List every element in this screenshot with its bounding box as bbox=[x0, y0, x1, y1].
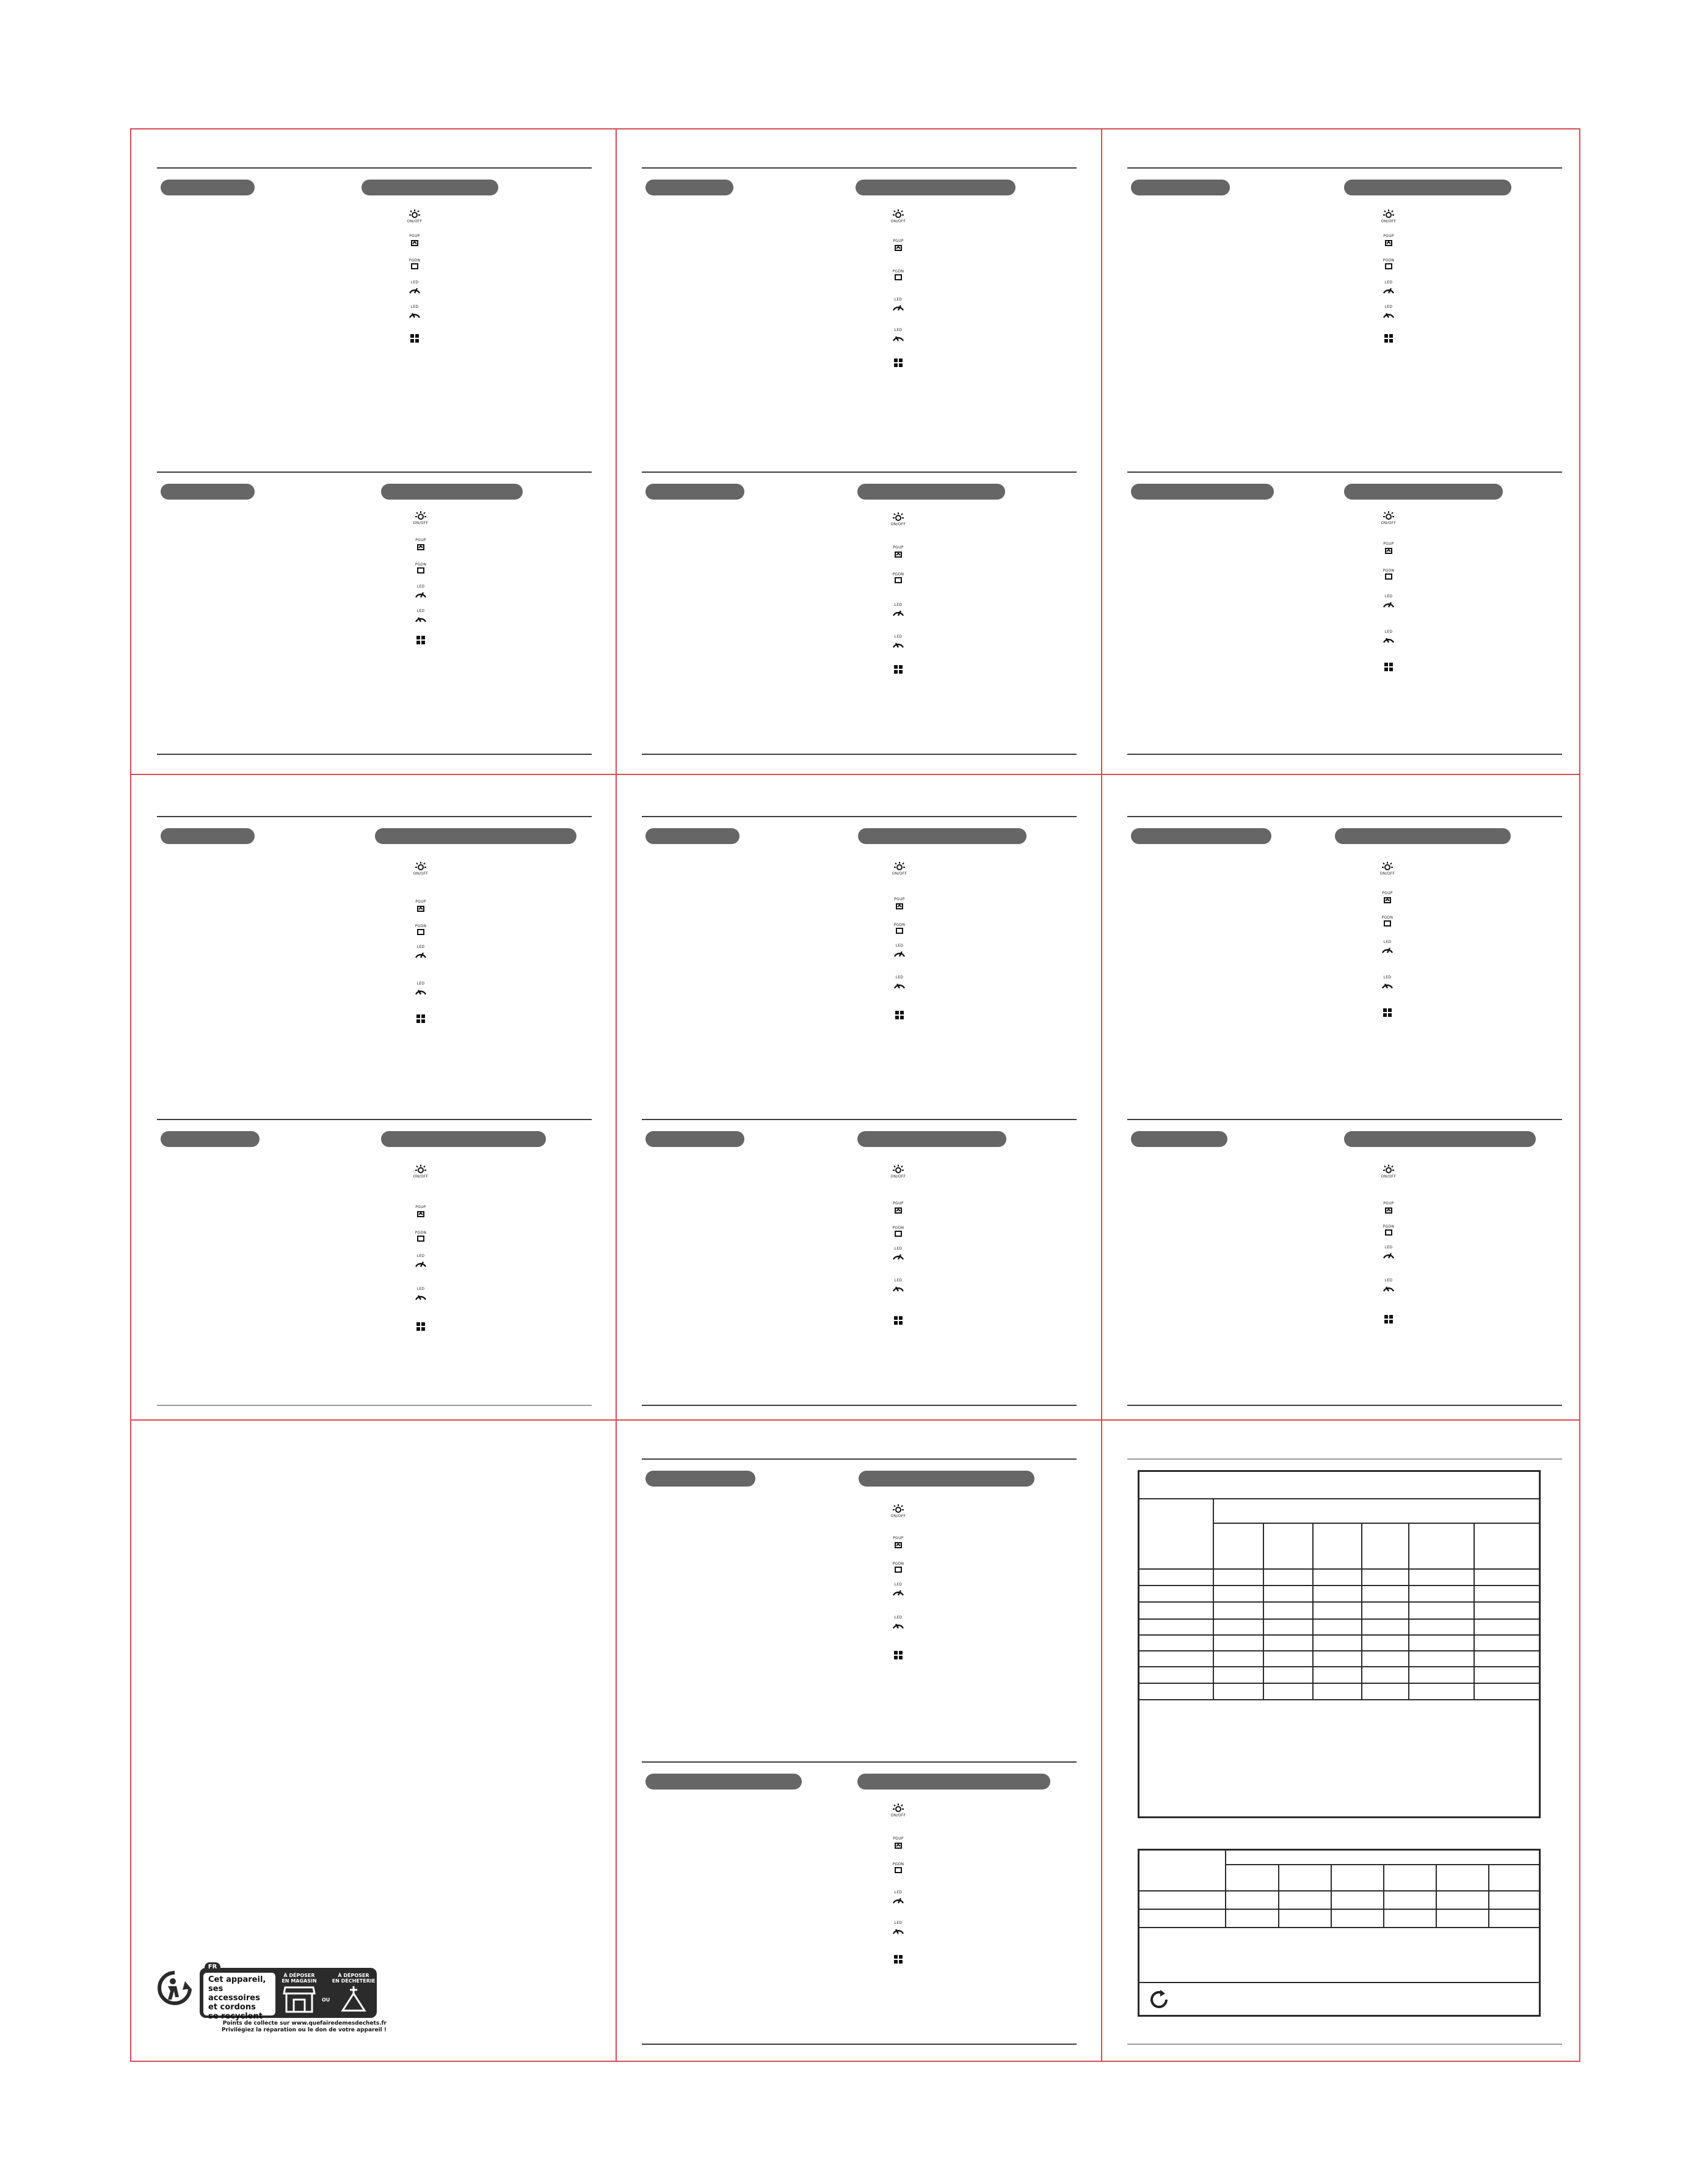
pgup-icon bbox=[1376, 536, 1401, 555]
panel-bottom-rule bbox=[642, 754, 1077, 755]
led-down-icon bbox=[886, 324, 910, 342]
led-down-icon bbox=[409, 977, 433, 996]
light-icon bbox=[886, 508, 910, 526]
panel-bottom-rule bbox=[1127, 1405, 1562, 1406]
icon-label: LED bbox=[894, 1921, 903, 1925]
icon-label: LED bbox=[410, 305, 419, 309]
icon-label: LED bbox=[416, 945, 425, 949]
icon-label: LED bbox=[894, 1278, 903, 1283]
icon-label: PGUP bbox=[893, 1201, 904, 1206]
icon-label: ON/OFF bbox=[890, 1514, 906, 1518]
pgdn-icon bbox=[409, 1224, 433, 1242]
pgdn-icon bbox=[1376, 1218, 1401, 1236]
windows-icon bbox=[886, 1946, 910, 1964]
panel-rule bbox=[642, 167, 1077, 169]
windows-icon bbox=[1376, 325, 1401, 343]
windows-icon bbox=[409, 627, 433, 645]
spec-table-1 bbox=[1138, 1470, 1541, 1818]
pgup-icon bbox=[402, 228, 427, 247]
light-icon bbox=[402, 205, 427, 224]
pgdn-icon bbox=[886, 566, 910, 584]
windows-icon bbox=[402, 325, 427, 343]
pgup-icon bbox=[886, 1531, 910, 1549]
keyboard-panel bbox=[642, 167, 1077, 461]
section-header-bar bbox=[1131, 180, 1230, 195]
panel-rule bbox=[157, 816, 592, 817]
icon-label: LED bbox=[894, 1890, 903, 1895]
shortcut-header-bar bbox=[856, 180, 1016, 195]
icon-label: ON/OFF bbox=[890, 1174, 906, 1179]
panel-rule bbox=[1127, 1119, 1562, 1120]
section-header-bar bbox=[1131, 1131, 1227, 1147]
recycling-logo bbox=[157, 1961, 387, 2036]
keyboard-panel bbox=[157, 167, 592, 461]
windows-icon bbox=[886, 656, 910, 674]
store-label: À DÉPOSER EN MAGASIN bbox=[282, 1973, 317, 1984]
icon-label: LED bbox=[1384, 1278, 1393, 1283]
print-sheet bbox=[130, 128, 1580, 2062]
led-down-icon bbox=[1376, 300, 1401, 319]
icon-label: PGUP bbox=[1383, 542, 1394, 546]
panel-rule bbox=[157, 472, 592, 473]
panel-bottom-rule bbox=[642, 1405, 1077, 1406]
panel-rule bbox=[157, 167, 592, 169]
icon-label: PGUP bbox=[893, 545, 904, 550]
icon-label: PGDN bbox=[1383, 569, 1395, 573]
icon-label: LED bbox=[416, 584, 425, 589]
pgdn-icon bbox=[1376, 252, 1401, 270]
icon-label: PGDN bbox=[415, 1231, 427, 1235]
icon-label: PGDN bbox=[892, 1562, 904, 1566]
icon-label: ON/OFF bbox=[890, 219, 906, 224]
fold-line bbox=[616, 129, 617, 2061]
panel-rule bbox=[157, 1405, 592, 1406]
shortcut-header-bar bbox=[375, 828, 576, 844]
light-icon bbox=[1376, 205, 1401, 224]
panel-rule bbox=[157, 1119, 592, 1120]
light-icon bbox=[886, 1160, 910, 1179]
pgup-icon bbox=[1376, 228, 1401, 247]
icon-label: LED bbox=[416, 1287, 425, 1291]
led-down-icon bbox=[886, 1274, 910, 1292]
windows-icon bbox=[1375, 999, 1400, 1018]
panel-rule bbox=[1127, 1458, 1562, 1460]
icon-label: LED bbox=[1384, 1245, 1393, 1250]
keyboard-panel bbox=[1127, 472, 1562, 765]
icon-label: PGUP bbox=[1383, 1201, 1394, 1206]
light-icon bbox=[886, 1799, 910, 1818]
icon-label: LED bbox=[416, 609, 425, 613]
icon-label: ON/OFF bbox=[413, 872, 429, 876]
icon-label: LED bbox=[1383, 940, 1392, 944]
spec-table-2 bbox=[1138, 1849, 1541, 2017]
panel-rule bbox=[1127, 167, 1562, 169]
led-down-icon bbox=[886, 1611, 910, 1629]
icon-label: PGDN bbox=[415, 563, 427, 567]
panel-rule bbox=[642, 1119, 1077, 1120]
icon-label: ON/OFF bbox=[407, 219, 423, 224]
windows-icon bbox=[886, 1642, 910, 1660]
windows-icon bbox=[1376, 1306, 1401, 1324]
icon-label: ON/OFF bbox=[892, 872, 907, 876]
keyboard-panel bbox=[1127, 167, 1562, 461]
light-icon bbox=[1376, 507, 1401, 525]
panel-bottom-rule bbox=[642, 2044, 1077, 2045]
pgup-icon bbox=[409, 1200, 433, 1218]
icon-label: PGUP bbox=[1383, 234, 1394, 238]
windows-icon bbox=[409, 1313, 433, 1331]
icon-label: PGDN bbox=[892, 572, 904, 577]
icon-label: LED bbox=[416, 981, 425, 986]
section-header-bar bbox=[161, 180, 255, 195]
pgup-icon bbox=[409, 894, 433, 912]
led-down-icon bbox=[402, 300, 427, 319]
pgup-icon bbox=[409, 533, 433, 551]
light-icon bbox=[1376, 1160, 1401, 1179]
section-header-bar bbox=[161, 828, 255, 844]
icon-label: ON/OFF bbox=[1381, 1174, 1397, 1179]
or-label: OU bbox=[322, 1997, 330, 2003]
led-down-icon bbox=[1376, 625, 1401, 644]
shortcut-header-bar bbox=[1344, 484, 1503, 500]
windows-icon bbox=[1376, 654, 1401, 672]
icon-label: ON/OFF bbox=[1381, 219, 1397, 224]
pgdn-icon bbox=[402, 252, 427, 270]
led-down-icon bbox=[887, 971, 912, 989]
led-up-icon bbox=[886, 1242, 910, 1261]
keyboard-panel bbox=[642, 472, 1077, 765]
icon-label: LED bbox=[416, 1254, 425, 1258]
panel-rule bbox=[1127, 2044, 1562, 2045]
pgdn-icon bbox=[1376, 562, 1401, 580]
light-icon bbox=[409, 1160, 433, 1179]
icon-label: PGUP bbox=[894, 897, 905, 901]
light-icon bbox=[887, 857, 912, 876]
section-header-bar bbox=[1131, 484, 1274, 500]
icon-label: PGUP bbox=[893, 1837, 904, 1841]
icon-label: LED bbox=[1384, 305, 1393, 309]
panel-rule bbox=[642, 1761, 1077, 1763]
light-icon bbox=[1375, 857, 1400, 876]
pgup-icon bbox=[886, 1831, 910, 1849]
shortcut-header-bar bbox=[859, 1471, 1034, 1487]
keyboard-panel bbox=[642, 816, 1077, 1109]
icon-label: PGUP bbox=[409, 234, 420, 238]
led-down-icon bbox=[886, 1917, 910, 1935]
keyboard-panel bbox=[1127, 1119, 1562, 1412]
icon-label: LED bbox=[894, 1247, 903, 1251]
windows-icon bbox=[886, 1307, 910, 1325]
recycling-title: Cet appareil, ses accessoires et cordons se recyclent bbox=[208, 1975, 266, 2021]
icon-label: PGDN bbox=[892, 1862, 904, 1866]
store-icon bbox=[283, 1986, 316, 2013]
icon-label: LED bbox=[894, 603, 903, 607]
icon-label: PGDN bbox=[1383, 1225, 1395, 1229]
pgdn-icon bbox=[1375, 909, 1400, 927]
shortcut-header-bar bbox=[362, 180, 498, 195]
keyboard-panel bbox=[642, 1458, 1077, 1752]
refresh-icon bbox=[1148, 1989, 1170, 2011]
section-header-bar bbox=[1131, 828, 1271, 844]
led-up-icon bbox=[1376, 590, 1401, 608]
panel-rule bbox=[642, 816, 1077, 817]
fold-line bbox=[131, 774, 1579, 775]
icon-label: PGDN bbox=[409, 258, 421, 263]
led-down-icon bbox=[409, 1283, 433, 1301]
fold-line bbox=[1101, 129, 1102, 2061]
icon-label: LED bbox=[894, 635, 903, 639]
shortcut-header-bar bbox=[857, 1131, 1006, 1147]
recycling-footer: Points de collecte sur www.quefairedemesdechets.fr Privilégiez la réparation ou le don de votre appareil ! bbox=[221, 2020, 387, 2033]
keyboard-panel bbox=[157, 816, 592, 1109]
pgup-icon bbox=[886, 540, 910, 558]
shortcut-header-bar bbox=[381, 1131, 546, 1147]
icon-label: LED bbox=[1384, 630, 1393, 634]
shortcut-header-bar bbox=[857, 1774, 1050, 1790]
icon-label: PGUP bbox=[415, 900, 426, 904]
panel-bottom-rule bbox=[157, 754, 592, 755]
keyboard-panel bbox=[157, 1119, 592, 1412]
led-up-icon bbox=[887, 939, 912, 958]
icon-label: PGUP bbox=[893, 239, 904, 243]
icon-label: LED bbox=[894, 1582, 903, 1587]
icon-label: ON/OFF bbox=[1381, 521, 1397, 525]
pgup-icon bbox=[1376, 1196, 1401, 1214]
pgup-icon bbox=[886, 233, 910, 252]
keyboard-panel bbox=[157, 472, 592, 765]
shortcut-header-bar bbox=[1335, 828, 1511, 844]
pgdn-icon bbox=[409, 917, 433, 936]
pgdn-icon bbox=[887, 916, 912, 934]
section-header-bar bbox=[161, 484, 255, 500]
pgup-icon bbox=[887, 892, 912, 910]
windows-icon bbox=[409, 1005, 433, 1024]
led-up-icon bbox=[409, 580, 433, 599]
section-header-bar bbox=[645, 180, 733, 195]
icon-label: PGDN bbox=[415, 924, 427, 928]
light-icon bbox=[409, 857, 433, 876]
icon-label: ON/OFF bbox=[413, 521, 429, 525]
led-down-icon bbox=[409, 605, 433, 623]
pgdn-icon bbox=[886, 263, 910, 281]
dump-label: À DÉPOSER EN DÉCHETERIE bbox=[332, 1973, 376, 1984]
keyboard-panel bbox=[1127, 816, 1562, 1109]
led-up-icon bbox=[886, 599, 910, 617]
icon-label: LED bbox=[1383, 975, 1392, 980]
windows-icon bbox=[886, 349, 910, 368]
windows-icon bbox=[887, 1002, 912, 1020]
icon-label: LED bbox=[1384, 280, 1393, 285]
light-icon bbox=[886, 1500, 910, 1518]
icon-label: LED bbox=[895, 975, 904, 980]
keyboard-panel bbox=[642, 1761, 1077, 2055]
section-header-bar bbox=[645, 1131, 744, 1147]
led-up-icon bbox=[886, 1578, 910, 1597]
dump-icon bbox=[339, 1985, 368, 2013]
pgdn-icon bbox=[886, 1855, 910, 1874]
shortcut-header-bar bbox=[1344, 1131, 1536, 1147]
section-header-bar bbox=[645, 484, 744, 500]
led-up-icon bbox=[409, 1250, 433, 1268]
led-up-icon bbox=[1376, 1241, 1401, 1259]
shortcut-header-bar bbox=[858, 828, 1027, 844]
triman-icon bbox=[157, 1970, 192, 2008]
shortcut-header-bar bbox=[381, 484, 523, 500]
icon-label: PGDN bbox=[892, 269, 904, 274]
icon-label: PGUP bbox=[1382, 891, 1393, 895]
country-badge: FR bbox=[205, 1962, 220, 1972]
icon-label: PGDN bbox=[1381, 916, 1394, 920]
panel-rule bbox=[1127, 472, 1562, 473]
shortcut-header-bar bbox=[857, 484, 1005, 500]
led-up-icon bbox=[886, 293, 910, 311]
section-header-bar bbox=[645, 1471, 755, 1487]
pgdn-icon bbox=[409, 556, 433, 574]
led-up-icon bbox=[402, 276, 427, 294]
icon-label: ON/OFF bbox=[890, 1813, 906, 1818]
light-icon bbox=[886, 205, 910, 224]
keyboard-panel bbox=[642, 1119, 1077, 1412]
led-down-icon bbox=[1375, 971, 1400, 989]
icon-label: PGUP bbox=[415, 538, 426, 542]
section-header-bar bbox=[161, 1131, 260, 1147]
icon-label: LED bbox=[894, 297, 903, 302]
pgdn-icon bbox=[886, 1555, 910, 1573]
icon-label: PGDN bbox=[1383, 258, 1395, 263]
icon-label: LED bbox=[894, 1615, 903, 1620]
icon-label: LED bbox=[894, 328, 903, 332]
led-down-icon bbox=[886, 630, 910, 649]
icon-label: LED bbox=[410, 280, 419, 285]
pgup-icon bbox=[886, 1196, 910, 1214]
led-up-icon bbox=[1376, 276, 1401, 294]
section-header-bar bbox=[645, 1774, 802, 1790]
icon-label: PGDN bbox=[893, 923, 906, 927]
led-up-icon bbox=[409, 941, 433, 959]
led-up-icon bbox=[1375, 936, 1400, 954]
icon-label: LED bbox=[895, 944, 904, 948]
led-up-icon bbox=[886, 1886, 910, 1904]
icon-label: LED bbox=[1384, 594, 1393, 599]
pgdn-icon bbox=[886, 1219, 910, 1237]
icon-label: PGDN bbox=[892, 1226, 904, 1230]
panel-rule bbox=[1127, 816, 1562, 817]
panel-rule bbox=[642, 1458, 1077, 1460]
icon-label: ON/OFF bbox=[890, 522, 906, 526]
shortcut-header-bar bbox=[1344, 180, 1511, 195]
panel-bottom-rule bbox=[1127, 754, 1562, 755]
led-down-icon bbox=[1376, 1274, 1401, 1292]
fold-line bbox=[131, 1419, 1579, 1421]
icon-label: ON/OFF bbox=[1379, 872, 1395, 876]
icon-label: PGUP bbox=[893, 1536, 904, 1540]
section-header-bar bbox=[645, 828, 740, 844]
light-icon bbox=[409, 507, 433, 525]
icon-label: ON/OFF bbox=[413, 1174, 429, 1179]
icon-label: PGUP bbox=[415, 1205, 426, 1209]
pgup-icon bbox=[1375, 886, 1400, 904]
panel-rule bbox=[642, 472, 1077, 473]
